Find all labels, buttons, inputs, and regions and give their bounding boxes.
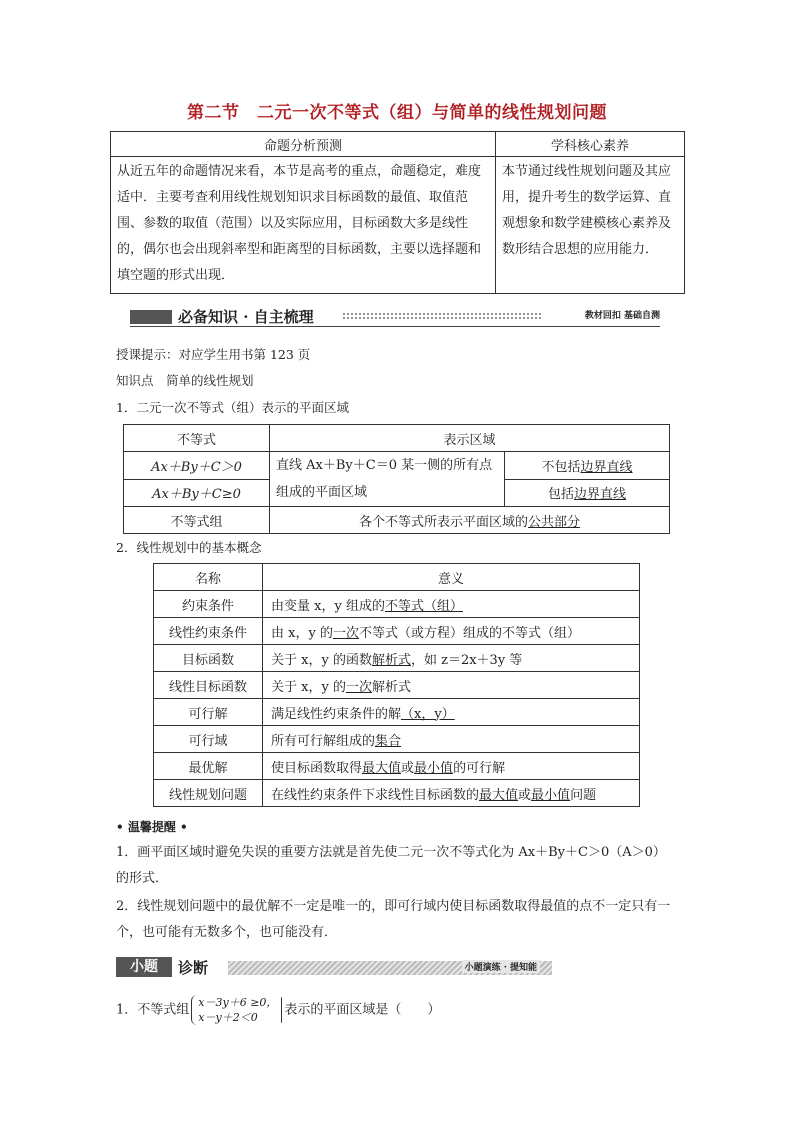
- concept-meaning: [263, 672, 640, 699]
- teaching-hint: 授课提示：对应学生用书第 123 页: [116, 347, 311, 362]
- section-band: [130, 306, 660, 326]
- shared-region-a: 直线 Ax＋By＋C＝0 某一侧的所有点: [276, 458, 493, 473]
- row2-inequality: Ax＋By＋C≥0: [124, 479, 270, 507]
- concept-name: 可行解: [154, 699, 263, 726]
- q1-line1: x－3y＋6 ≥0，: [198, 996, 278, 1009]
- intro-header-left: 命题分析预测: [111, 132, 496, 157]
- concept-row: [154, 672, 640, 699]
- tips-heading: • 温馨提醒 •: [116, 820, 188, 834]
- meaning-underlined: 集合: [375, 733, 402, 749]
- row3-meaning: [270, 507, 670, 534]
- meaning-text: 满足线性约束条件的解: [271, 706, 402, 722]
- concept-meaning: [263, 780, 640, 807]
- concept-name: 线性目标函数: [154, 672, 263, 699]
- sub1-heading: 1．二元一次不等式（组）表示的平面区域: [116, 400, 349, 415]
- meaning-text: 使目标函数取得: [271, 760, 363, 776]
- row1-note: [505, 452, 670, 480]
- band-rule: [130, 326, 660, 327]
- diagnosis-heading: 诊断: [178, 959, 209, 977]
- meaning-text: 或: [401, 760, 415, 776]
- tip-2: 2．线性规划问题中的最优解不一定是唯一的，即可行域内使目标函数取得最值的点不一定只有一个，也可能有无数多个，也可能没有．: [116, 899, 671, 940]
- diagnosis-subtitle: 小题演练 · 提知能: [462, 960, 540, 973]
- concept-row: [154, 645, 640, 672]
- concept-name: 最优解: [154, 753, 263, 780]
- meaning-text: 的可行解: [453, 760, 506, 776]
- concept-name: 可行域: [154, 726, 263, 753]
- row2-note-underlined: 边界直线: [574, 487, 627, 503]
- q1-line2: x－y＋2＜0: [198, 1011, 258, 1024]
- concept-name: 线性规划问题: [154, 780, 263, 807]
- tip-1: 1．画平面区域时避免失误的重要方法就是首先使二元一次不等式化为 Ax＋By＋C＞0（A＞0）的形式．: [116, 845, 666, 886]
- section-heading: 必备知识 · 自主梳理: [178, 308, 314, 326]
- q1-suffix: 表示的平面区域是（ ）: [284, 1002, 441, 1018]
- concept-meaning: [263, 591, 640, 618]
- meaning-underlined: 不等式（组）: [384, 598, 463, 614]
- concept-meaning: [263, 618, 640, 645]
- page-title: 第二节 二元一次不等式（组）与简单的线性规划问题: [187, 103, 607, 123]
- meaning-underlined: 最小值: [414, 760, 454, 776]
- concept-name: 约束条件: [154, 591, 263, 618]
- row3-underlined: 公共部分: [528, 514, 581, 530]
- meaning-text: 关于 x，y 的: [271, 679, 346, 695]
- col-meaning: 意义: [263, 564, 640, 591]
- meaning-underlined: 一次: [345, 679, 372, 695]
- band-dots: [342, 312, 542, 320]
- shared-region-b: 组成的平面区域: [276, 485, 368, 500]
- meaning-text: 由 x，y 的: [271, 625, 333, 641]
- col-name: 名称: [154, 564, 263, 591]
- concept-meaning: [263, 726, 640, 753]
- section-subtitle: 教材回扣 基础自测: [584, 311, 660, 321]
- meaning-text: 在线性约束条件下求线性目标函数的: [271, 787, 480, 803]
- row1-note-text: 不包括: [541, 459, 581, 475]
- concept-table: [153, 563, 640, 807]
- concept-name: 目标函数: [154, 645, 263, 672]
- shared-region: [270, 452, 505, 507]
- meaning-text: 或: [518, 787, 532, 803]
- meaning-underlined: 最小值: [531, 787, 571, 803]
- meaning-text: ，如 z＝2x＋3y 等: [410, 652, 523, 668]
- meaning-text: 解析式: [371, 679, 411, 695]
- concept-meaning: [263, 699, 640, 726]
- intro-header-right: 学科核心素养: [496, 132, 685, 157]
- col-region: 表示区域: [270, 425, 670, 452]
- row2-note: [505, 479, 670, 507]
- row3-label: 不等式组: [124, 507, 270, 534]
- diagnosis-label: 小题: [116, 957, 172, 977]
- meaning-underlined: 一次: [332, 625, 359, 641]
- meaning-text: 所有可行解组成的: [271, 733, 376, 749]
- intro-table: [110, 131, 685, 294]
- concept-meaning: [263, 753, 640, 780]
- meaning-text: 问题: [570, 787, 597, 803]
- col-inequality: 不等式: [124, 425, 270, 452]
- concept-row: [154, 618, 640, 645]
- knowledge-point: 知识点 简单的线性规划: [116, 373, 254, 388]
- diagnosis-band: [116, 957, 552, 977]
- concept-row: [154, 780, 640, 807]
- concept-meaning: [263, 645, 640, 672]
- meaning-underlined: 最大值: [479, 787, 519, 803]
- concept-row: [154, 699, 640, 726]
- row2-note-text: 包括: [547, 487, 574, 503]
- meaning-underlined: 解析式: [371, 652, 411, 668]
- question-1: [116, 995, 440, 1025]
- meaning-underlined: 最大值: [362, 760, 402, 776]
- meaning-text: 不等式（或方程）组成的不等式（组）: [358, 625, 580, 641]
- sub2-heading: 2．线性规划中的基本概念: [116, 540, 262, 555]
- intro-body-left: 从近五年的命题情况来看，本节是高考的重点，命题稳定，难度适中．主要考查利用线性规划知识求目标函数的最值、取值范围、参数的取值（范围）以及实际应用，目标函数大多是线性的，偶尔也会出现斜率型和距离型的目标函数，主要以选择题和填空题的形式出现．: [111, 157, 496, 294]
- concept-row: [154, 591, 640, 618]
- meaning-underlined: （x，y）: [401, 706, 455, 722]
- system-close: [281, 997, 282, 1023]
- concept-name: 线性约束条件: [154, 618, 263, 645]
- q1-prefix: 1．不等式组: [116, 1002, 190, 1018]
- row3-text: 各个不等式所表示平面区域的: [358, 514, 528, 530]
- concept-row: [154, 753, 640, 780]
- region-table: [123, 424, 670, 534]
- meaning-text: 关于 x，y 的函数: [271, 652, 372, 668]
- band-block: [130, 310, 172, 324]
- row1-inequality: Ax＋By＋C＞0: [124, 452, 270, 480]
- inequality-system: [191, 995, 277, 1025]
- concept-row: [154, 726, 640, 753]
- meaning-text: 由变量 x，y 组成的: [271, 598, 385, 614]
- intro-body-right: 本节通过线性规划问题及其应用，提升考生的数学运算、直观想象和数学建模核心素养及数形结合思想的应用能力．: [496, 157, 685, 294]
- row1-note-underlined: 边界直线: [580, 459, 633, 475]
